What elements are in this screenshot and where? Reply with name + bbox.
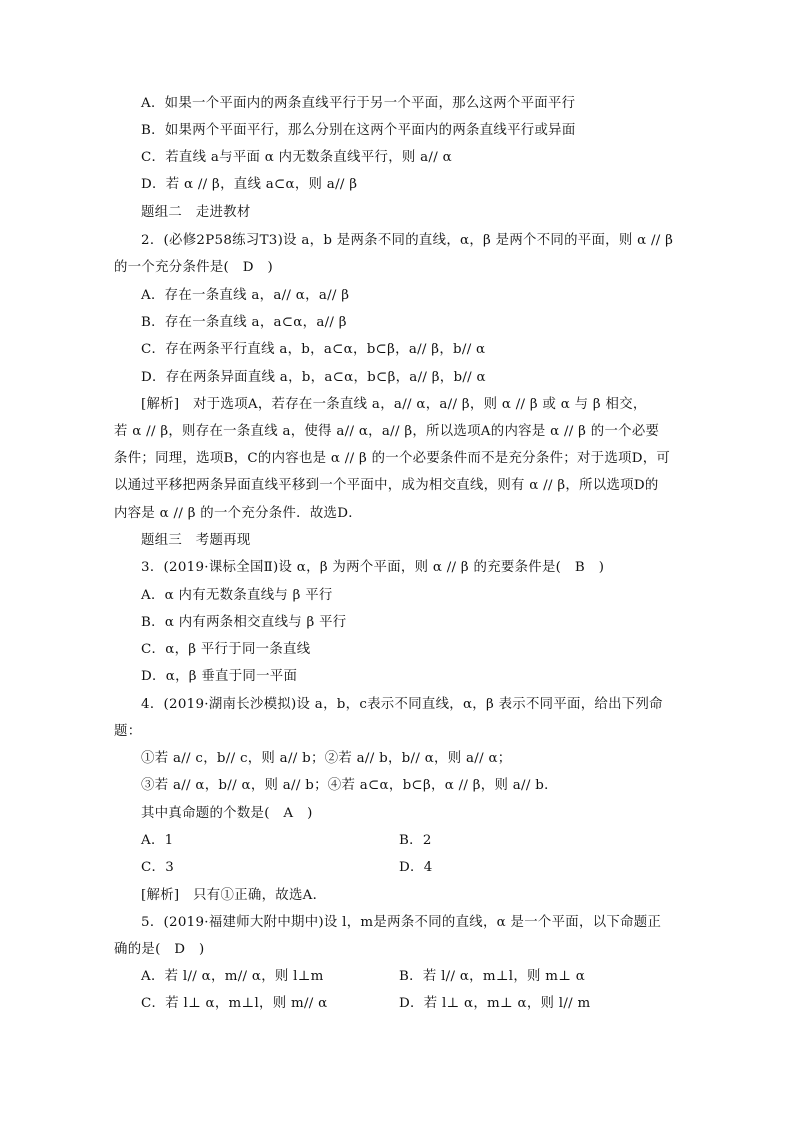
q4-option-c: C．3 <box>141 860 175 875</box>
q3-option-d: D．α，β 垂直于同一平面 <box>141 669 298 684</box>
q2-analysis-line-1: [解析] 对于选项A，若存在一条直线 a，a// α，a// β，则 α // β 或 α 与 β 相交， <box>141 397 647 412</box>
q4-analysis: [解析] 只有①正确，故选A． <box>141 888 327 903</box>
q4-propositions-3-4: ③若 a// α，b// α，则 a// b；④若 a⊂α，b⊂β，α // β，则 a// b． <box>141 778 558 793</box>
q5-option-a: A．若 l// α，m// α，则 l⊥m <box>141 969 324 984</box>
q4-propositions-1-2: ①若 a// c，b// c，则 a// b；②若 a// b，b// α，则 a// α； <box>141 751 512 766</box>
q4-stem-line-1: 4．(2019·湖南长沙模拟)设 a，b，c表示不同直线，α，β 表示不同平面，给出下列命 <box>141 697 663 712</box>
q5-option-c: C．若 l⊥ α，m⊥l，则 m// α <box>141 996 328 1011</box>
q2-analysis-line-2: 若 α // β，则存在一条直线 a，使得 a// α，a// β，所以选项A的内容是 α // β 的一个必要 <box>114 424 660 439</box>
q2-stem-line-1: 2．(必修2P58练习T3)设 a，b 是两条不同的直线，α，β 是两个不同的平面，则 α // β <box>141 233 674 248</box>
q2-stem-line-2: 的一个充分条件是( D ) <box>114 260 273 275</box>
q5-option-d: D．若 l⊥ α，m⊥ α，则 l// m <box>399 996 591 1011</box>
q3-option-a: A．α 内有无数条直线与 β 平行 <box>141 588 333 603</box>
q4-option-b: B．2 <box>399 833 432 848</box>
q2-analysis-line-5: 内容是 α // β 的一个充分条件．故选D． <box>114 506 362 521</box>
q2-option-d: D．存在两条异面直线 a，b，a⊂α，b⊂β，a// β，b// α <box>141 370 486 385</box>
q1-option-b: B．如果两个平面平行，那么分别在这两个平面内的两条直线平行或异面 <box>141 123 576 138</box>
q2-option-b: B．存在一条直线 a，a⊂α，a// β <box>141 315 347 330</box>
q5-option-b: B．若 l// α，m⊥l，则 m⊥ α <box>399 969 586 984</box>
q3-option-b: B．α 内有两条相交直线与 β 平行 <box>141 615 347 630</box>
q3-stem: 3．(2019·课标全国Ⅱ)设 α，β 为两个平面，则 α // β 的充要条件是( B ) <box>141 560 605 575</box>
q4-stem-line-2: 题： <box>114 724 142 739</box>
q5-stem-line-1: 5．(2019·福建师大附中期中)设 l，m是两条不同的直线，α 是一个平面，以下命题正 <box>141 915 662 930</box>
q4-option-a: A．1 <box>141 833 174 848</box>
section-heading-group-3: 题组三 考题再现 <box>141 533 251 548</box>
q4-question: 其中真命题的个数是( A ) <box>141 806 313 821</box>
q2-option-c: C．存在两条平行直线 a，b，a⊂α，b⊂β，a// β，b// α <box>141 342 486 357</box>
q1-option-c: C．若直线 a与平面 α 内无数条直线平行，则 a// α <box>141 150 452 165</box>
section-heading-group-2: 题组二 走进教材 <box>141 205 251 220</box>
q3-option-c: C．α，β 平行于同一条直线 <box>141 642 311 657</box>
q1-option-a: A．如果一个平面内的两条直线平行于另一个平面，那么这两个平面平行 <box>141 96 576 111</box>
q2-option-a: A．存在一条直线 a，a// α，a// β <box>141 288 350 303</box>
q1-option-d: D．若 α // β，直线 a⊂α，则 a// β <box>141 177 358 192</box>
q2-analysis-line-3: 条件；同理，选项B，C的内容也是 α // β 的一个必要条件而不是充分条件；对于选项D，可 <box>114 451 671 466</box>
q4-option-d: D．4 <box>399 860 433 875</box>
q5-stem-line-2: 确的是( D ) <box>114 942 205 957</box>
q2-analysis-line-4: 以通过平移把两条异面直线平移到一个平面中，成为相交直线，则有 α // β，所以选项D的 <box>114 478 659 493</box>
